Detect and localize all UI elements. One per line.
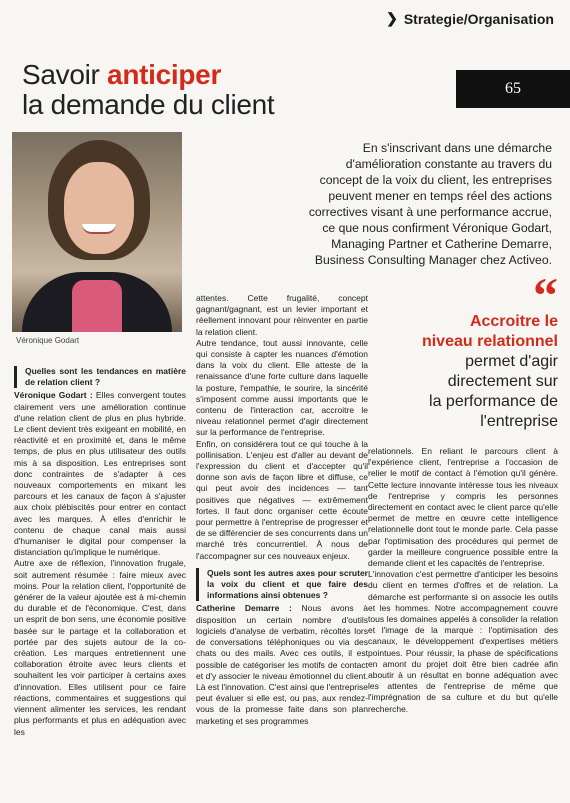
column-1: [14, 366, 186, 738]
quote-mark-icon: “: [533, 267, 558, 323]
column-2: [196, 293, 368, 727]
title-line-1: [22, 60, 274, 90]
speaker-name: Catherine Demarre :: [196, 603, 292, 614]
question-1: Quelles sont les tendances en matière de relation client ?: [14, 366, 186, 388]
body-paragraph: relationnels. En reliant le parcours client à l'expérience client, l'entreprise a l'occasion de relier le motif de contact à l'émotion qu'il génère. Cette lecture innovante intéresse tous les niveaux de l'entreprise y compris les personnes directement en contact avec le client parce qu'elle permet de mettre en œuvre cette intelligence relationnelle dont tout le monde parle. Cela passe par l'optimisation des procédures qui permet de garder la meilleure congruence possible entre la demande client et les capacités de l'entreprise.: [368, 446, 558, 569]
title-line-2: la demande du client: [22, 89, 275, 120]
speaker-name: Véronique Godart :: [14, 390, 93, 401]
portrait-photo: [12, 132, 182, 332]
pull-quote: [372, 267, 558, 432]
quote-line-4: l'entreprise: [480, 413, 558, 430]
page-number-text: 65: [505, 80, 521, 97]
section-tag: [386, 10, 554, 27]
body-paragraph: attentes. Cette frugalité, concept gagnant/gagnant, est un levier important et réellement innovant pour réinventer en partie la relation client.: [196, 293, 368, 337]
answer-text: Elles convergent toutes clairement vers une amélioration continue d'une relation client de plus en plus hybride. Le client devient très exigeant en mobilité, en réactivité et en proximité et, dans le même temps, de plus en plus utilisateur des outils mis à sa disposition. Les entreprises sont donc contraintes de s'adapter à ces nouveaux comportements en mixant les parcours et les canaux de façon à s'ajuster aux choix plébiscités pour entrer en contact avec les marques. À elles d'enrichir le contenu de chaque canal mais aussi d'humaniser le digital pour compenser la distanciation qu'implique le numérique.: [14, 390, 186, 558]
answer-paragraph: [196, 603, 368, 726]
intro-line: En s'inscrivant dans une démarche: [362, 141, 552, 155]
page-number: [456, 70, 570, 108]
quote-line-2: directement sur: [447, 373, 558, 390]
answer-paragraph: Autre axe de réflexion, l'innovation frugale, soit autrement résumée : faire mieux avec moins. Pour la relation client, l'opportunité de générer de la valeur ajoutée est à mi-chemin du durable et de l'économique. C'est, dans un esprit de bon sens, une économie positive basée sur le partage et la collaboration et portée par des sujets autour de la co-création. Les marques entretiennent une collaboration étroite avec leurs clients et souhaitent les voir participer à certains axes d'innovation. Elles utilisent pour ce faire réactions, commentaires et suggestions qui viennent alimenter les services, les rendant plus performants et plus en adéquation avec les: [14, 558, 186, 737]
answer-text: Nous avons à disposition un certain nombre d'outils logiciels d'analyse de verbatim, récoltés lors de conversations téléphoniques ou via des chats ou des mails. Avec ces outils, il est possible de catégoriser les motifs de contact et d'y associer le niveau émotionnel du client. Là est l'innovation. C'est ainsi que l'entreprise peut évaluer si elle est, ou pas, aux rendez-vous de la promesse faite dans son plan marketing et ses programmes: [196, 603, 368, 726]
title-accent: anticiper: [107, 59, 222, 90]
body-paragraph: Enfin, on considérera tout ce qui touche à la pollinisation. L'enjeu est d'aller au devant de l'expression du client et d'accepter qu'il donne son avis de façon libre et diffuse, ce qui peut avoir des incidences — tant positives que négatives — extrêmement fortes. Il faut donc organiser cette écoute pour permettre à l'entreprise de progresser et de se différencier de ses concurrents dans un marché très concurrentiel. À nous de l'accompagner sur ces nouveaux enjeux.: [196, 438, 368, 561]
body-paragraph: L'innovation c'est permettre d'anticiper les besoins du client en termes d'offres et de relation. La démarche est performante si on associe les outils et les hommes. Notre accompagnement couvre tous les domaines appelés à consolider la relation et l'image de la marque : l'optimisation des canaux, le développement d'expertises métiers pointues. Pour réussir, la phase de spécifications en amont du projet doit être bien cadrée afin aboutir à un résultat en bonne adéquation avec les attentes de l'entreprise de même que l'imprégnation de sa culture et du but qu'elle recherche.: [368, 569, 558, 714]
intro-line: d'amélioration constante au travers du: [345, 157, 552, 171]
intro-line: Business Consulting Manager chez Activeo.: [314, 253, 552, 267]
quote-highlight-1: Accroitre le: [469, 313, 558, 330]
answer-paragraph: [14, 390, 186, 558]
intro-paragraph: [212, 140, 552, 268]
quote-highlight-2: niveau relationnel: [421, 333, 558, 350]
article-title: [22, 60, 274, 120]
intro-line: ce que nous confirment Véronique Godart,: [322, 221, 552, 235]
body-paragraph: Autre tendance, tout aussi innovante, celle qui consiste à capter les nuances d'émotion dans la voix du client. Elle atteste de la renaissance d'une forte culture dans laquelle la posture, l'empathie, le sourire, la sincérité s'imposent comme aussi importants que le contenu de l'interaction car, accroitre le niveau relationnel permet d'agir directement sur la performance de l'entreprise.: [196, 337, 368, 438]
section-name: Strategie/Organisation: [403, 10, 554, 27]
column-3: [368, 446, 558, 715]
intro-line: concept de la voix du client, les entreprises: [319, 173, 552, 187]
chevron-right-icon: ❯: [386, 10, 398, 26]
question-2: Quels sont les autres axes pour scruter la voix du client et que faire des informations ainsi obtenues ?: [196, 568, 368, 602]
title-prefix: Savoir: [22, 59, 108, 90]
photo-caption: Véronique Godart: [16, 336, 80, 345]
intro-line: correctives visant à une performance accrue,: [308, 205, 552, 219]
quote-line-3: la performance de: [429, 393, 558, 410]
intro-line: Managing Partner et Catherine Demarre,: [331, 237, 552, 251]
quote-line-1: permet d'agir: [465, 353, 558, 370]
intro-line: peuvent mener en temps réel des actions: [328, 189, 552, 203]
